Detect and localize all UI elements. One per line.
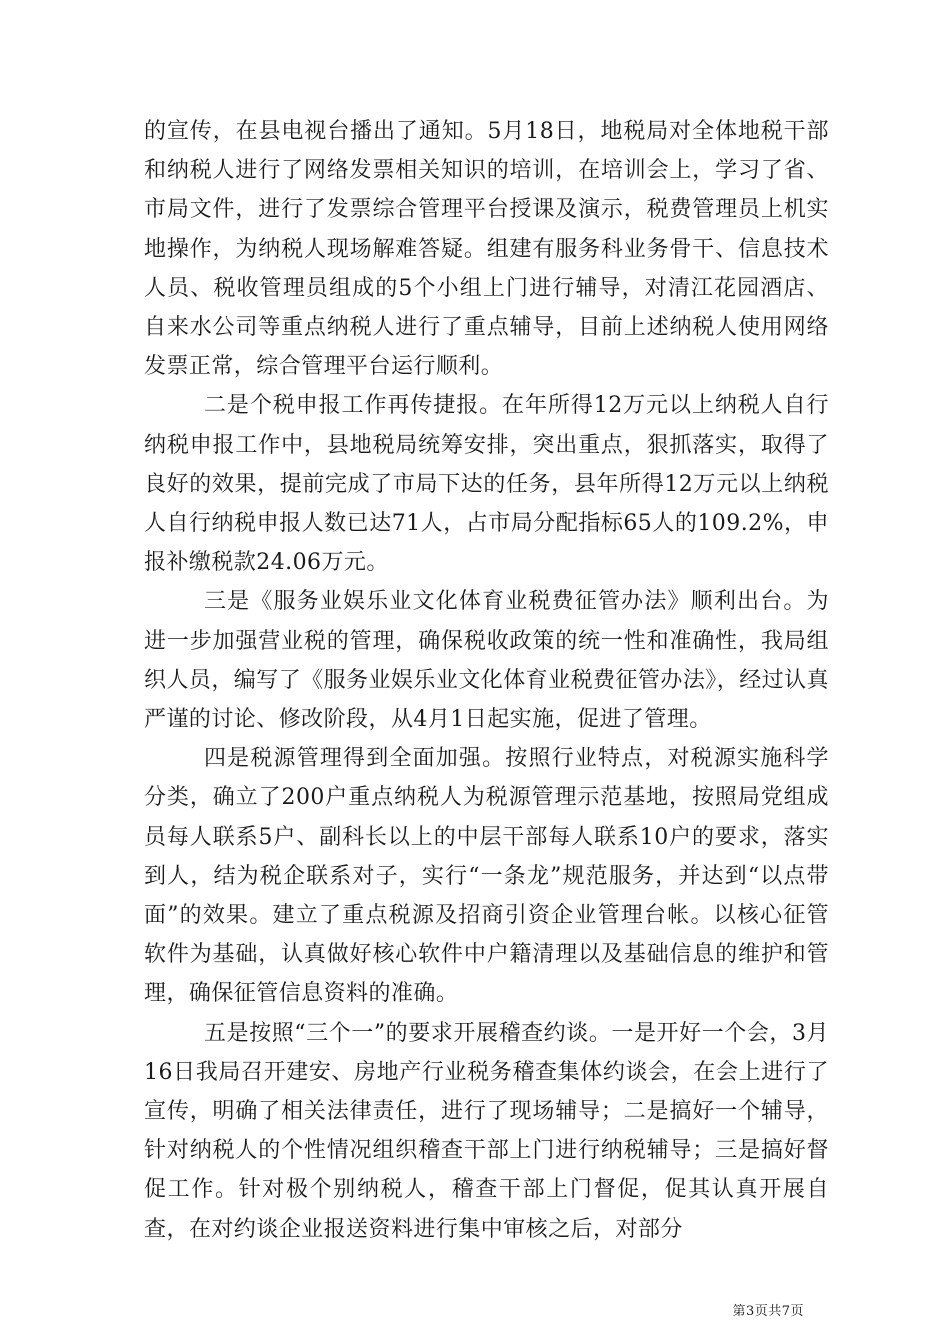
paragraph-audit-interviews: 五是按照“三个一”的要求开展稽查约谈。一是开好一个会，3月16日我局召开建安、房地产行业税务稽查集体约谈会，在会上进行了宣传，明确了相关法律责任，进行了现场辅导；二是搞好一个辅导，针对纳税人的个性情况组织稽查干部上门进行纳税辅导；三是搞好督促工作。针对极个别纳税人，稽查干部上门督促，促其认真开展自查，在对约谈企业报送资料进行集中审核之后，对部分 [144,1020,829,1242]
document-body [144,112,829,1249]
paragraph-service-tax-rules: 三是《服务业娱乐业文化体育业税费征管办法》顺利出台。为进一步加强营业税的管理，确保税收政策的统一性和准确性，我局组织人员，编写了《服务业娱乐业文化体育业税费征管办法》，经过认真严谨的讨论、修改阶段，从4月1日起实施，促进了管理。 [144,589,829,733]
paragraph-tax-source-management: 四是税源管理得到全面加强。按照行业特点，对税源实施科学分类，确立了200户重点纳税人为税源管理示范基地，按照局党组成员每人联系5户、副科长以上的中层干部每人联系10户的要求，落实到人，结为税企联系对子，实行“一条龙”规范服务，并达到“以点带面”的效果。建立了重点税源及招商引资企业管理台帐。以核心征管软件为基础，认真做好核心软件中户籍清理以及基础信息的维护和管理，确保征管信息资料的准确。 [144,746,829,1007]
page-number: 第3页共7页 [732,1304,804,1319]
paragraph-personal-tax: 二是个税申报工作再传捷报。在年所得12万元以上纳税人自行纳税申报工作中，县地税局统筹安排，突出重点，狠抓落实，取得了良好的效果，提前完成了市局下达的任务，县年所得12万元以上纳税人自行纳税申报人数已达71人，占市局分配指标65人的109.2%，申报补缴税款24.06万元。 [144,393,829,576]
paragraph-continuation: 的宣传，在县电视台播出了通知。5月18日，地税局对全体地税干部和纳税人进行了网络发票相关知识的培训，在培训会上，学习了省、市局文件，进行了发票综合管理平台授课及演示，税费管理员上机实地操作，为纳税人现场解难答疑。组建有服务科业务骨干、信息技术人员、税收管理员组成的5个小组上门进行辅导，对清江花园酒店、自来水公司等重点纳税人进行了重点辅导，目前上述纳税人使用网络发票正常，综合管理平台运行顺利。 [144,119,829,380]
